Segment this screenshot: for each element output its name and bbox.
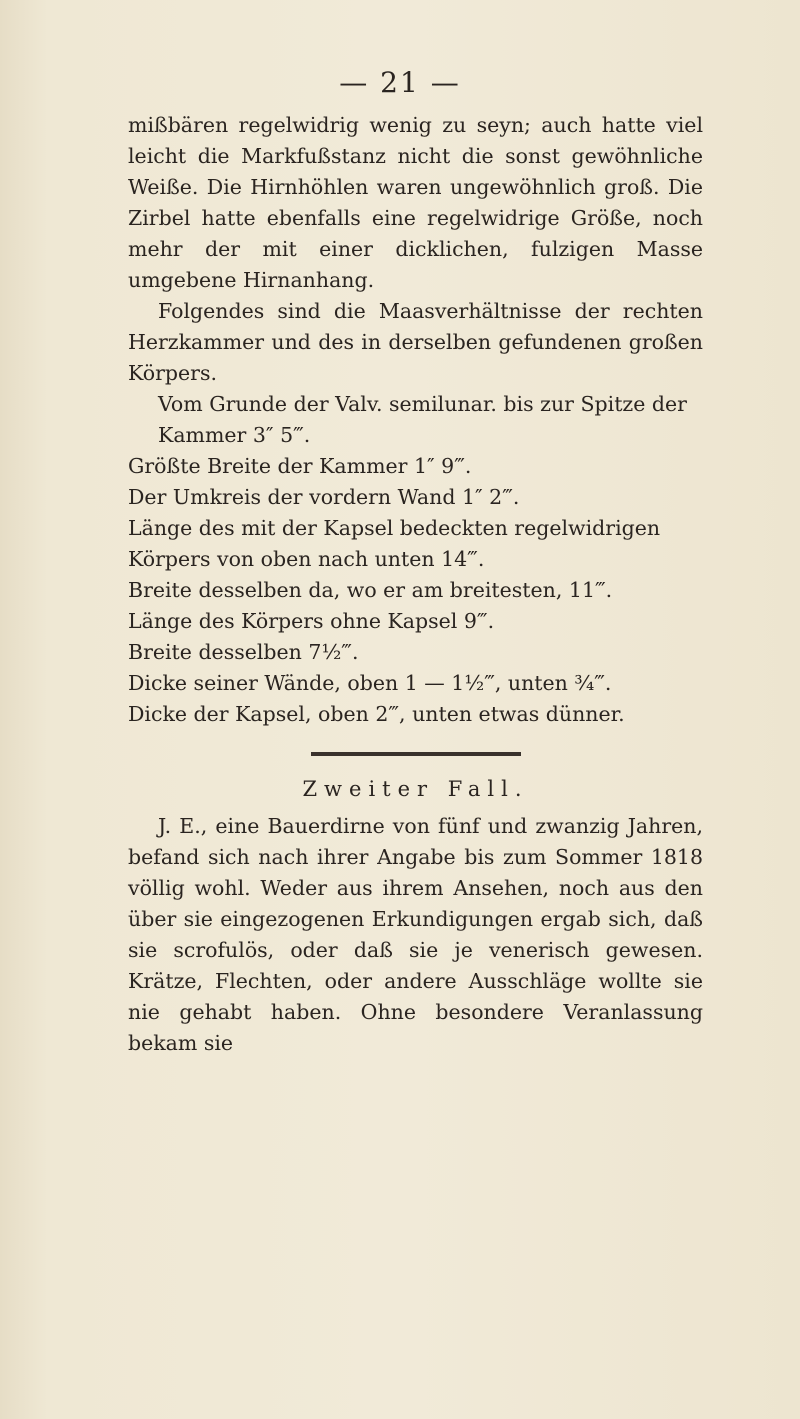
- measurement-line: Breite desselben da, wo er am breitesten, 11‴.: [128, 578, 613, 602]
- section-divider: [311, 752, 521, 756]
- measurement-line: Dicke seiner Wände, oben 1 — 1½‴, unten ¾‴.: [128, 671, 612, 695]
- page-number: — 21 —: [339, 66, 461, 99]
- measurement-list: [128, 389, 703, 730]
- measurement-line: Größte Breite der Kammer 1″ 9‴.: [128, 454, 472, 478]
- measurement-line: Länge des mit der Kapsel bedeckten regelwidrigen Körpers von oben nach unten 14‴.: [128, 516, 661, 571]
- measurement-line: Dicke der Kapsel, oben 2‴, unten etwas dünner.: [128, 702, 625, 726]
- measurement-line: Breite desselben 7½‴.: [128, 640, 359, 664]
- measurement-line: Der Umkreis der vordern Wand 1″ 2‴.: [128, 485, 520, 509]
- section-heading: Zweiter Fall.: [302, 777, 529, 801]
- paragraph-3: J. E., eine Bauerdirne von fünf und zwanzig Jahren, befand sich nach ihrer Angabe bis zum Sommer 1818 völlig wohl. Weder aus ihrem Ansehen, noch aus den über sie eingezogenen Erkundigungen ergab sich, daß sie scrofulös, oder daß sie je venerisch gewesen. Krätze, Flechten, oder andere Ausschläge wollte sie nie gehabt haben. Ohne besondere Veranlassung bekam sie: [128, 814, 703, 1055]
- page-body: [128, 110, 703, 1059]
- paragraph-2: Folgendes sind die Maasverhältnisse der rechten Herzkammer und des in derselben gefundenen großen Körpers.: [128, 299, 703, 385]
- paragraph-1: mißbären regelwidrig wenig zu seyn; auch hatte viel leicht die Markfußstanz nicht die sonst gewöhnliche Weiße. Die Hirnhöhlen waren ungewöhnlich groß. Die Zirbel hatte ebenfalls eine regelwidrige Größe, noch mehr der mit einer dicklichen, fulzigen Masse umgebene Hirnanhang.: [128, 113, 703, 292]
- measurement-line: Vom Grunde der Valv. semilunar. bis zur Spitze der Kammer 3″ 5‴.: [158, 392, 687, 447]
- measurement-line: Länge des Körpers ohne Kapsel 9‴.: [128, 609, 495, 633]
